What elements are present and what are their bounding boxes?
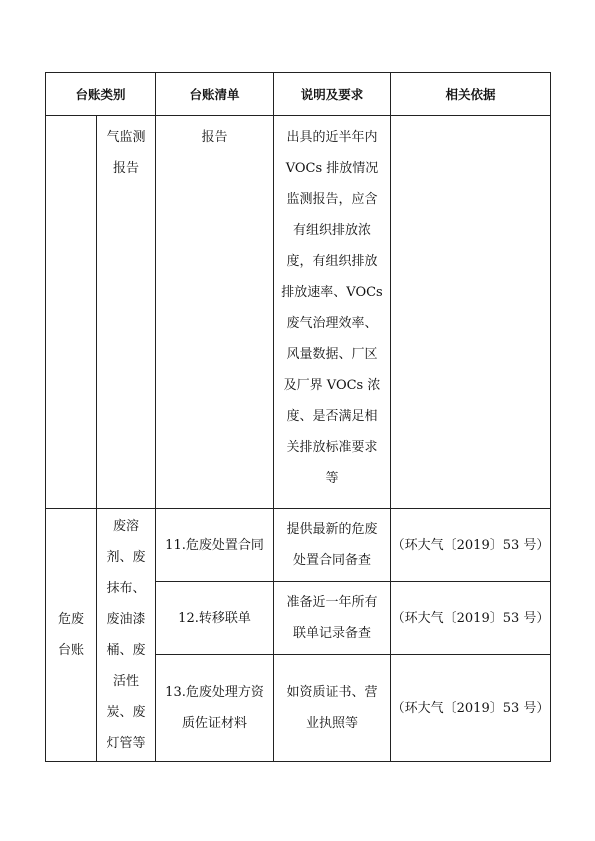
basis-cell bbox=[391, 509, 551, 582]
requirement-line: 风量数据、厂区 bbox=[286, 347, 378, 362]
subcategory-line: 报告 bbox=[113, 161, 140, 176]
requirement-line: 关排放标准要求 bbox=[286, 440, 378, 455]
subcategory-line: 活性 bbox=[113, 674, 140, 689]
header-category: 台账类别 bbox=[46, 73, 156, 116]
basis-cell bbox=[391, 582, 551, 655]
item-cell bbox=[156, 655, 274, 762]
subcategory-line: 剂、废 bbox=[106, 550, 146, 565]
requirement-cell bbox=[274, 509, 391, 582]
subcategory-line: 灯管等 bbox=[106, 736, 146, 751]
subcategory-line: 桶、废 bbox=[106, 643, 146, 658]
item-cell bbox=[156, 509, 274, 582]
subcategory-line: 气监测 bbox=[106, 130, 146, 145]
requirement-line: VOCs 排放情况 bbox=[285, 161, 379, 176]
requirement-line: 有组织排放浓 bbox=[293, 223, 372, 238]
item-text: 报告 bbox=[201, 130, 228, 145]
requirement-line: 度，有组织排放 bbox=[286, 254, 378, 269]
subcategory-line: 废油漆 bbox=[106, 612, 146, 627]
basis-text: （环大气〔2019〕53 号） bbox=[391, 537, 550, 553]
ledger-table bbox=[45, 72, 551, 762]
requirement-line: 提供最新的危废 bbox=[286, 522, 378, 537]
requirement-cell bbox=[274, 582, 391, 655]
requirement-line: 及厂界 VOCs 浓 bbox=[283, 378, 381, 393]
category-line: 台账 bbox=[57, 643, 84, 658]
subcategory-line: 炭、废 bbox=[106, 705, 146, 720]
header-requirement: 说明及要求 bbox=[274, 73, 391, 116]
header-list: 台账清单 bbox=[156, 73, 274, 116]
header-basis: 相关依据 bbox=[391, 73, 551, 116]
category-cell-hazardous bbox=[46, 509, 97, 762]
basis-text: （环大气〔2019〕53 号） bbox=[391, 610, 550, 626]
subcategory-cell-hazardous bbox=[97, 509, 156, 762]
requirement-line: 监测报告，应含 bbox=[286, 192, 378, 207]
item-text: 12.转移联单 bbox=[178, 610, 251, 626]
basis-text: （环大气〔2019〕53 号） bbox=[391, 700, 550, 716]
requirement-cell bbox=[274, 116, 391, 509]
category-cell-empty bbox=[46, 116, 97, 509]
requirement-line: 联单记录备查 bbox=[293, 626, 372, 641]
item-cell bbox=[156, 582, 274, 655]
table-row bbox=[46, 116, 551, 509]
requirement-line: 如资质证书、营 bbox=[286, 685, 378, 700]
subcategory-line: 废溶 bbox=[113, 519, 140, 534]
requirement-line: 废气治理效率、 bbox=[286, 316, 378, 331]
header-row bbox=[46, 73, 551, 116]
item-text: 13.危废处理方资 bbox=[165, 685, 264, 700]
requirement-line: 业执照等 bbox=[306, 716, 359, 731]
item-text: 质佐证材料 bbox=[182, 716, 248, 731]
subcategory-cell bbox=[97, 116, 156, 509]
requirement-line: 排放速率、VOCs bbox=[281, 285, 383, 300]
item-cell bbox=[156, 116, 274, 509]
requirement-cell bbox=[274, 655, 391, 762]
requirement-line: 准备近一年所有 bbox=[286, 595, 378, 610]
category-line: 危废 bbox=[57, 612, 84, 627]
requirement-line: 处置合同备查 bbox=[293, 553, 372, 568]
subcategory-line: 抹布、 bbox=[106, 581, 146, 596]
table-row bbox=[46, 509, 551, 582]
requirement-line: 等 bbox=[325, 471, 339, 486]
basis-cell bbox=[391, 116, 551, 509]
requirement-line: 度、是否满足相 bbox=[286, 409, 378, 424]
requirement-line: 出具的近半年内 bbox=[286, 130, 378, 145]
item-text: 11.危废处置合同 bbox=[165, 537, 264, 553]
basis-cell bbox=[391, 655, 551, 762]
